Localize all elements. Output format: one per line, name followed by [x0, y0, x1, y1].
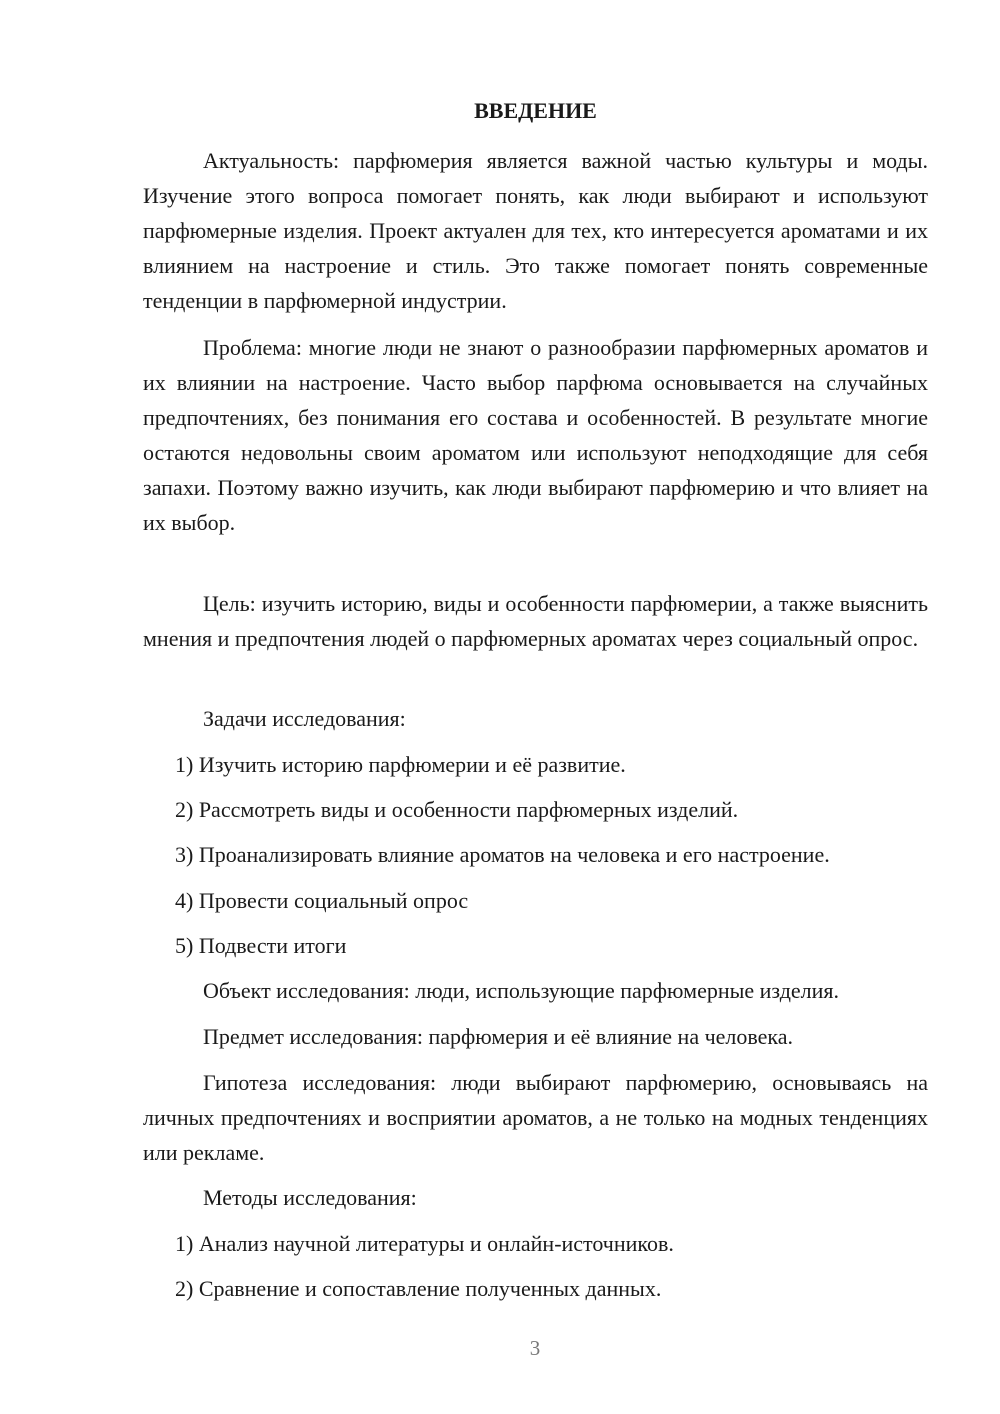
- section-heading: ВВЕДЕНИЕ: [474, 98, 597, 123]
- task-item: 4) Провести социальный опрос: [175, 888, 469, 913]
- hypothesis-paragraph: Гипотеза исследования: люди выбирают парфюмерию, основываясь на личных предпочтениях и восприятии ароматов, а не только на модных тенденциях или рекламе.: [143, 1070, 928, 1165]
- problem-paragraph: Проблема: многие люди не знают о разнообразии парфюмерных ароматов и их влиянии на настроение. Часто выбор парфюма основывается на случайных предпочтениях, без понимания его состава и особенностей. В результате многие остаются недовольны своим ароматом или используют неподходящие для себя запахи. Поэтому важно изучить, как люди выбирают парфюмерию и что влияет на их выбор.: [143, 335, 928, 535]
- methods-heading: Методы исследования:: [203, 1185, 417, 1210]
- method-item: 2) Сравнение и сопоставление полученных данных.: [175, 1276, 662, 1301]
- goal-paragraph: Цель: изучить историю, виды и особенности парфюмерии, а также выяснить мнения и предпочтения людей о парфюмерных ароматах через социальный опрос.: [143, 591, 928, 651]
- task-item: 1) Изучить историю парфюмерии и её развитие.: [175, 752, 626, 777]
- tasks-heading: Задачи исследования:: [203, 706, 406, 731]
- research-subject: Предмет исследования: парфюмерия и её влияние на человека.: [203, 1024, 794, 1049]
- page-number: 3: [529, 1336, 541, 1360]
- research-object: Объект исследования: люди, использующие парфюмерные изделия.: [203, 978, 840, 1003]
- method-item: 1) Анализ научной литературы и онлайн-источников.: [175, 1231, 674, 1256]
- task-item: 3) Проанализировать влияние ароматов на человека и его настроение.: [175, 842, 830, 867]
- task-item: 5) Подвести итоги: [175, 933, 347, 958]
- relevance-paragraph: Актуальность: парфюмерия является важной частью культуры и моды. Изучение этого вопроса помогает понять, как люди выбирают и используют парфюмерные изделия. Проект актуален для тех, кто интересуется ароматами и их влиянием на настроение и стиль. Это также помогает понять современные тенденции в парфюмерной индустрии.: [143, 148, 928, 313]
- task-item: 2) Рассмотреть виды и особенности парфюмерных изделий.: [175, 797, 739, 822]
